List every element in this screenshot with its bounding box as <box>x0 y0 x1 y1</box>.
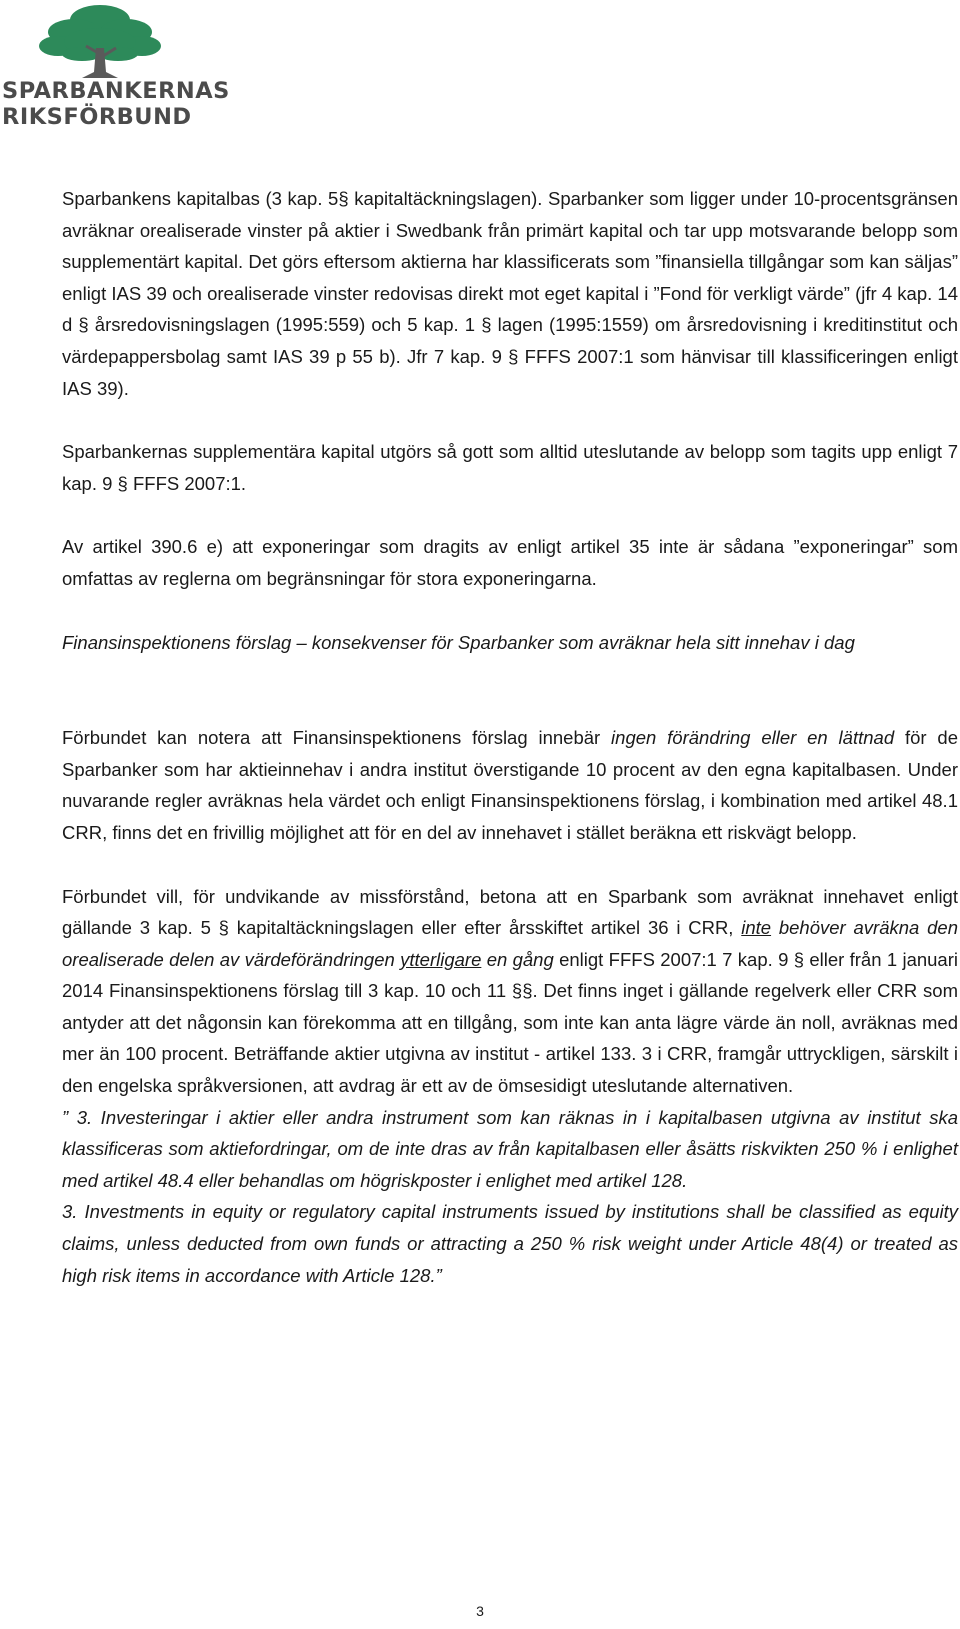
p5-italic-c: behöver avräkna den orealiserade delen av värdeförändringen <box>62 917 958 970</box>
paragraph-supplementart-kapital: Sparbankernas supplementära kapital utgörs så gott som alltid uteslutande av belopp som tagits upp enligt 7 kap. 9 § FFFS 2007:1. <box>62 441 958 494</box>
quote-english <box>62 1196 958 1291</box>
p4-text-c: för de Sparbanker som har aktieinnehav i andra institut överstigande 10 procent av den egna kapitalbasen. Under nuvarande regler avräknas hela värdet och enligt Finansinspektionens förslag, i kombination med artikel 48.1 CRR, finns det en frivillig möjlighet att för en del av innehavet i stället beräkna ett riskvägt belopp. <box>62 727 958 843</box>
section-heading <box>62 627 958 659</box>
page-number: 3 <box>476 1603 484 1619</box>
p5-underline-ytterligare: ytterligare <box>400 948 482 970</box>
paragraph-kapitalbas: Sparbankens kapitalbas (3 kap. 5§ kapitaltäckningslagen). Sparbanker som ligger under 10-procentsgränsen avräknar orealiserade vinster på aktier i Swedbank från primärt kapital och tar upp motsvarande belopp som supplementärt kapital. Det görs eftersom aktierna har klassificerats som ”finansiella tillgångar som kan säljas” enligt IAS 39 och orealiserade vinster redovisas direkt mot eget kapital i ”Fond för verkligt värde” (jfr 4 kap. 14 d § årsredovisningslagen (1995:559) och 5 kap. 1 § lagen (1995:1559) om årsredovisning i kreditinstitut och värdepappersbolag samt IAS 39 p 55 b). Jfr 7 kap. 9 § FFFS 2007:1 som hänvisar till klassificeringen enligt IAS 39). <box>62 188 958 399</box>
quote-english-text: 3. Investments in equity or regulatory capital instruments issued by institutions shall be classified as equity claims, unless deducted from own funds or attracting a 250 % risk weight under Article 48(4) or treated as high risk items in accordance with Article 128.” <box>62 1201 958 1286</box>
tree-icon <box>38 2 162 80</box>
paragraph-forbundet-betona <box>62 881 958 1102</box>
paragraph-forbundet-notera <box>62 722 958 848</box>
p4-italic: ingen förändring eller en lättnad <box>611 727 895 749</box>
quote-swedish-text: ” 3. Investeringar i aktier eller andra instrument som kan räknas in i kapitalbasen utgivna av institut ska klassificeras som aktiefordringar, om de inte dras av från kapitalbasen eller åsätts riskvikten 250 % i enlighet med artikel 48.4 eller behandlas om högriskposter i enlighet med artikel 128. <box>62 1106 958 1191</box>
p4-text-a: Förbundet kan notera att Finansinspektionens förslag innebär <box>62 727 612 749</box>
p5-italic-e: en gång <box>481 948 554 970</box>
logo-text-line2: RIKSFÖRBUND <box>2 104 192 130</box>
document-body <box>62 183 958 1291</box>
section-heading-text: Finansinspektionens förslag – konsekvenser för Sparbanker som avräknar hela sitt innehav i dag <box>62 631 855 653</box>
paragraph-artikel-390: Av artikel 390.6 e) att exponeringar som dragits av enligt artikel 35 inte är sådana ”exponeringar” som omfattas av reglerna om begränsningar för stora exponeringarna. <box>62 536 958 589</box>
logo <box>0 0 230 140</box>
quote-swedish <box>62 1102 958 1197</box>
p5-text-a: Förbundet vill, för undvikande av missförstånd, betona att en Sparbank som avräknat innehavet enligt gällande 3 kap. 5 § kapitaltäckningslagen eller efter årsskiftet artikel 36 i CRR, <box>62 885 958 939</box>
logo-text-line1: SPARBANKERNAS <box>2 78 230 104</box>
p5-underline-inte: inte <box>741 917 772 939</box>
p5-text-f: enligt FFFS 2007:1 7 kap. 9 § eller från 1 januari 2014 Finansinspektionens förslag till 3 kap. 10 och 11 §§. Det finns inget i gällande regelverk eller CRR som antyder att det någonsin kan förekomma att en tillgång, som inte kan anta lägre värde än noll, avräknas med mer än 100 procent. Beträffande aktier utgivna av institut - artikel 133. 3 i CRR, framgår uttryckligen, särskilt i den engelska språkversionen, att avdrag är ett av de ömsesidigt uteslutande alternativen. <box>62 948 958 1097</box>
